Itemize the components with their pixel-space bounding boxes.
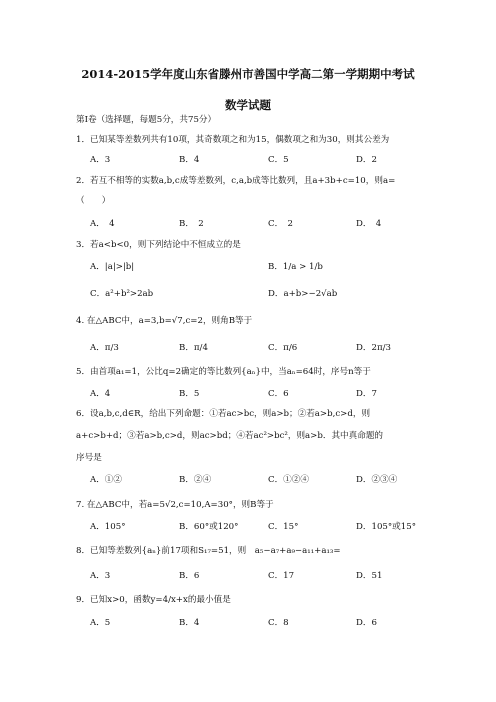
question-7-option-c: C．15°	[268, 522, 299, 532]
question-3-option-d: D．a+b>−2√ab	[268, 289, 338, 299]
question-8-stem: 8．已知等差数列{aₙ}前17项和S₁₇=51，则 a₅−a₇+a₉−a₁₁+a₁₃=	[76, 546, 341, 556]
question-5-option-d: D．7	[356, 389, 377, 399]
question-2-option-a: A． 4	[90, 219, 115, 229]
question-2-option-c: C． 2	[268, 219, 293, 229]
exam-title: 2014-2015学年度山东省滕州市善国中学高二第一学期期中考试	[81, 67, 415, 81]
question-1-option-c: C．5	[268, 155, 289, 165]
question-9-stem: 9．已知x>0，函数y=4/x+x的最小值是	[76, 595, 231, 605]
question-7-option-b: B．60°或120°	[179, 522, 239, 532]
question-6-stem-line3: 序号是	[76, 453, 102, 463]
question-9-option-b: B．4	[179, 618, 200, 628]
question-4-option-d: D．2π/3	[356, 343, 391, 353]
question-9-option-c: C．8	[268, 618, 289, 628]
question-1-option-b: B．4	[179, 155, 200, 165]
question-2-option-b: B． 2	[179, 219, 204, 229]
question-4-option-b: B．π/4	[179, 343, 208, 353]
question-3-stem: 3．若a<b<0，则下列结论中不恒成立的是	[76, 240, 241, 250]
question-7-option-d: D．105°或15°	[356, 522, 417, 532]
question-8-option-d: D．51	[356, 571, 383, 581]
question-3-option-b: B．1/a > 1/b	[268, 262, 323, 272]
question-6-stem: 6．设a,b,c,d∈R，给出下列命题：①若ac>bc，则a>b；②若a>b,c>d，则	[76, 409, 371, 419]
question-4-stem: 4. 在△ABC中，a=3,b=√7,c=2，则角B等于	[76, 316, 253, 326]
question-8-option-b: B．6	[179, 571, 200, 581]
question-5-option-c: C．6	[268, 389, 289, 399]
question-2-option-d: D． 4	[356, 219, 382, 229]
question-7-option-a: A．105°	[90, 522, 126, 532]
exam-subtitle: 数学试题	[225, 98, 271, 112]
question-2-stem: 2．若互不相等的实数a,b,c成等差数列，c,a,b成等比数列，且a+3b+c=10，则a=	[76, 176, 396, 186]
question-6-option-d: D．②③④	[356, 475, 398, 485]
question-5-option-b: B．5	[179, 389, 200, 399]
question-1-option-a: A．3	[90, 155, 111, 165]
question-6-option-a: A．①②	[90, 475, 122, 485]
question-4-option-c: C．π/6	[268, 343, 298, 353]
question-5-option-a: A．4	[90, 389, 111, 399]
question-1-stem: 1．已知某等差数列共有10项，其奇数项之和为15，偶数项之和为30，则其公差为	[76, 135, 390, 145]
question-5-stem: 5．由首项a₁=1，公比q=2确定的等比数列{aₙ}中，当aₙ=64时，序号n等于	[76, 367, 371, 377]
question-6-option-b: B．②④	[179, 475, 212, 485]
question-3-option-c: C．a²+b²>2ab	[90, 289, 154, 299]
question-6-stem-line2: a+c>b+d；③若a>b,c>d，则ac>bd；④若ac²>bc²，则a>b．其中真命题的	[76, 431, 384, 441]
question-3-option-a: A．|a|>|b|	[90, 262, 135, 272]
question-9-option-d: D．6	[356, 618, 377, 628]
question-6-option-c: C．①②④	[268, 475, 309, 485]
question-9-option-a: A．5	[90, 618, 111, 628]
question-8-option-a: A．3	[90, 571, 111, 581]
question-8-option-c: C．17	[268, 571, 295, 581]
question-1-option-d: D．2	[356, 155, 377, 165]
question-7-stem: 7. 在△ABC中，若a=5√2,c=10,A=30°，则B等于	[76, 500, 274, 510]
question-4-option-a: A．π/3	[90, 343, 119, 353]
section-heading: 第Ⅰ卷（选择题，每题5分，共75分）	[76, 115, 217, 125]
question-2-stem-line2: （ ）	[76, 196, 111, 206]
